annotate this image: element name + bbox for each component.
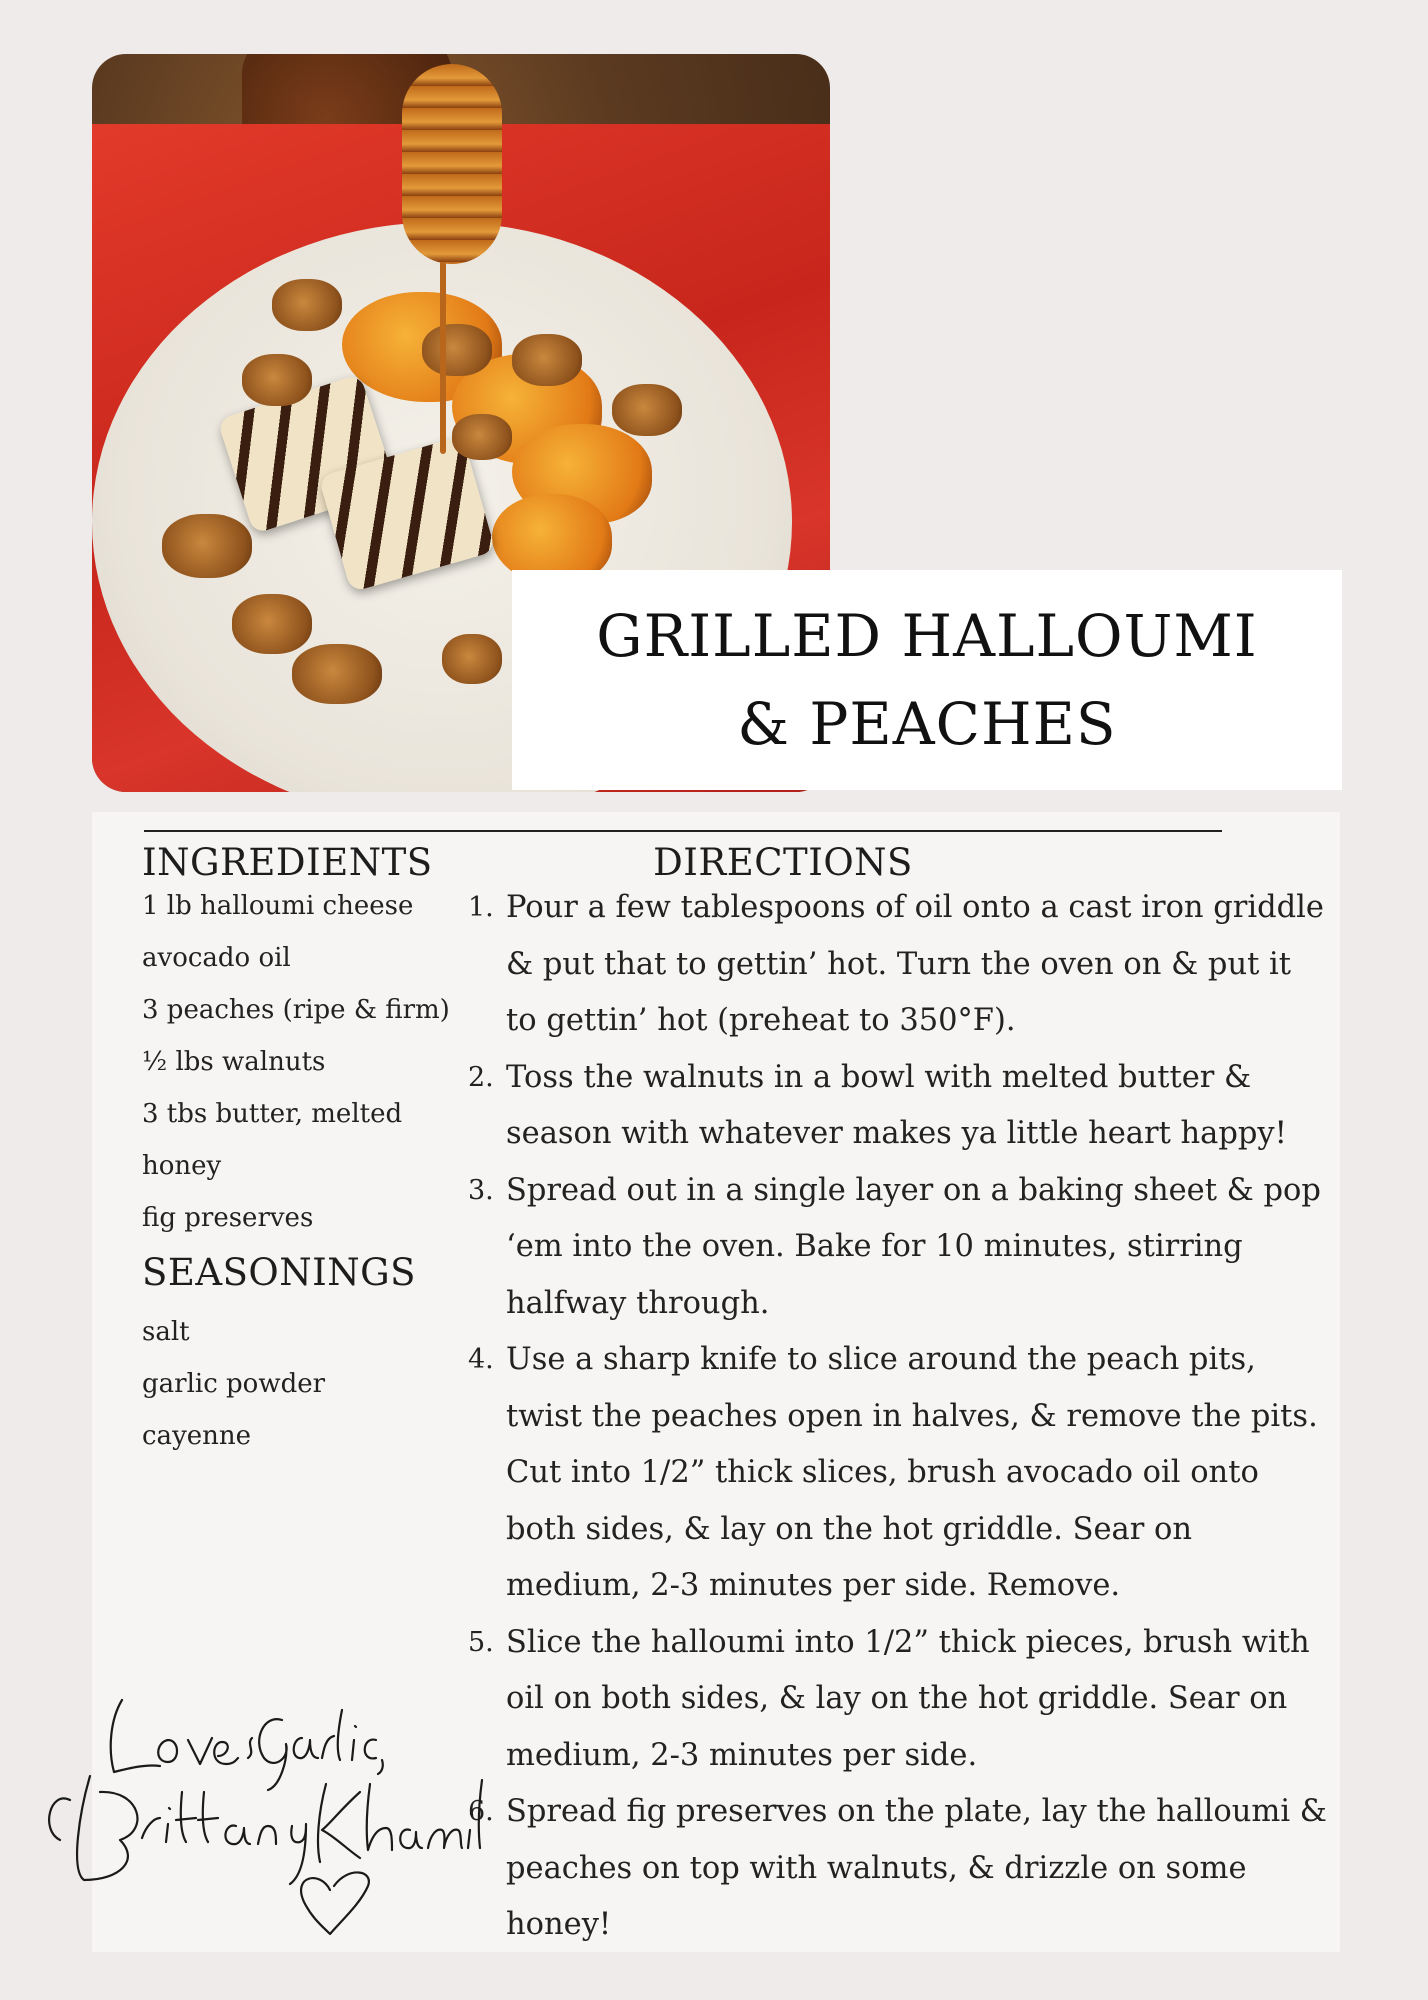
- step-text: Pour a few tablespoons of oil onto a cast iron griddle & put that to gettin’ hot. Turn the oven on & put it to gettin’ hot (preheat to 350°F).: [506, 890, 1324, 1038]
- ingredient-item: avocado oil: [142, 943, 291, 973]
- honey-drizzle: [440, 244, 446, 454]
- ingredient-item: 1 lb halloumi cheese: [142, 891, 414, 921]
- title-line-1: GRILLED HALLOUMI: [596, 602, 1258, 670]
- title-line-2: & PEACHES: [737, 690, 1117, 758]
- signature-line-2: [49, 1776, 482, 1884]
- walnut: [292, 644, 382, 704]
- seasonings-heading: SEASONINGS: [142, 1251, 417, 1294]
- walnut: [232, 594, 312, 654]
- step-number: 5.: [468, 1626, 494, 1658]
- direction-step: [468, 1332, 1330, 1615]
- divider-line: [144, 830, 1222, 832]
- step-number: 6.: [468, 1796, 494, 1827]
- heart-icon: [301, 1872, 369, 1934]
- walnut: [452, 414, 512, 460]
- walnut: [242, 354, 312, 406]
- honey-dipper: [402, 64, 502, 264]
- seasoning-item: garlic powder: [142, 1369, 326, 1399]
- step-number: 4.: [468, 1344, 494, 1375]
- step-text: Use a sharp knife to slice around the peach pits, twist the peaches open in halves, & remove the pits. Cut into 1/2” thick slices, brush avocado oil onto both sides, & lay on the hot griddle. Sear on medium, 2-3 minutes per side. Remove.: [506, 1342, 1318, 1603]
- signature-line-1: [111, 1700, 383, 1790]
- ingredient-item: honey: [142, 1151, 222, 1181]
- walnut: [442, 634, 502, 684]
- handwritten-signature: [30, 1680, 490, 1940]
- seasoning-item: salt: [142, 1317, 190, 1347]
- step-text: Spread fig preserves on the plate, lay the halloumi & peaches on top with walnuts, & drizzle on some honey!: [506, 1794, 1327, 1942]
- walnut: [162, 514, 252, 578]
- direction-step: [468, 880, 1330, 1050]
- ingredients-heading: INGREDIENTS: [142, 841, 433, 884]
- directions-column: [468, 840, 1330, 1954]
- ingredient-item: 3 peaches (ripe & firm): [142, 995, 450, 1025]
- directions-heading: DIRECTIONS: [653, 841, 913, 884]
- step-text: Spread out in a single layer on a baking sheet & pop ‘em into the oven. Bake for 10 minutes, stirring halfway through.: [506, 1172, 1321, 1321]
- walnut: [512, 334, 582, 386]
- direction-step: [468, 1784, 1330, 1954]
- direction-step: [468, 1615, 1330, 1785]
- title-box: [512, 570, 1342, 790]
- ingredients-column: [142, 840, 482, 1462]
- walnut: [422, 324, 492, 376]
- ingredient-item: 3 tbs butter, melted: [142, 1099, 403, 1129]
- seasoning-item: cayenne: [142, 1421, 252, 1451]
- step-text: Toss the walnuts in a bowl with melted butter & season with whatever makes ya little heart happy!: [506, 1059, 1287, 1151]
- walnut: [272, 279, 342, 331]
- ingredient-item: fig preserves: [142, 1203, 314, 1233]
- step-number: 2.: [468, 1061, 494, 1093]
- seasonings-list: [142, 1306, 482, 1462]
- step-text: Slice the halloumi into 1/2” thick pieces, brush with oil on both sides, & lay on the hot griddle. Sear on medium, 2-3 minutes per side.: [506, 1624, 1310, 1773]
- step-number: 1.: [468, 892, 494, 923]
- step-number: 3.: [468, 1174, 494, 1206]
- walnut: [612, 384, 682, 436]
- direction-step: [468, 1050, 1330, 1163]
- ingredient-item: ½ lbs walnuts: [142, 1047, 326, 1077]
- ingredients-list: [142, 880, 482, 1244]
- directions-list: [468, 880, 1330, 1954]
- recipe-title: [596, 592, 1257, 768]
- direction-step: [468, 1163, 1330, 1333]
